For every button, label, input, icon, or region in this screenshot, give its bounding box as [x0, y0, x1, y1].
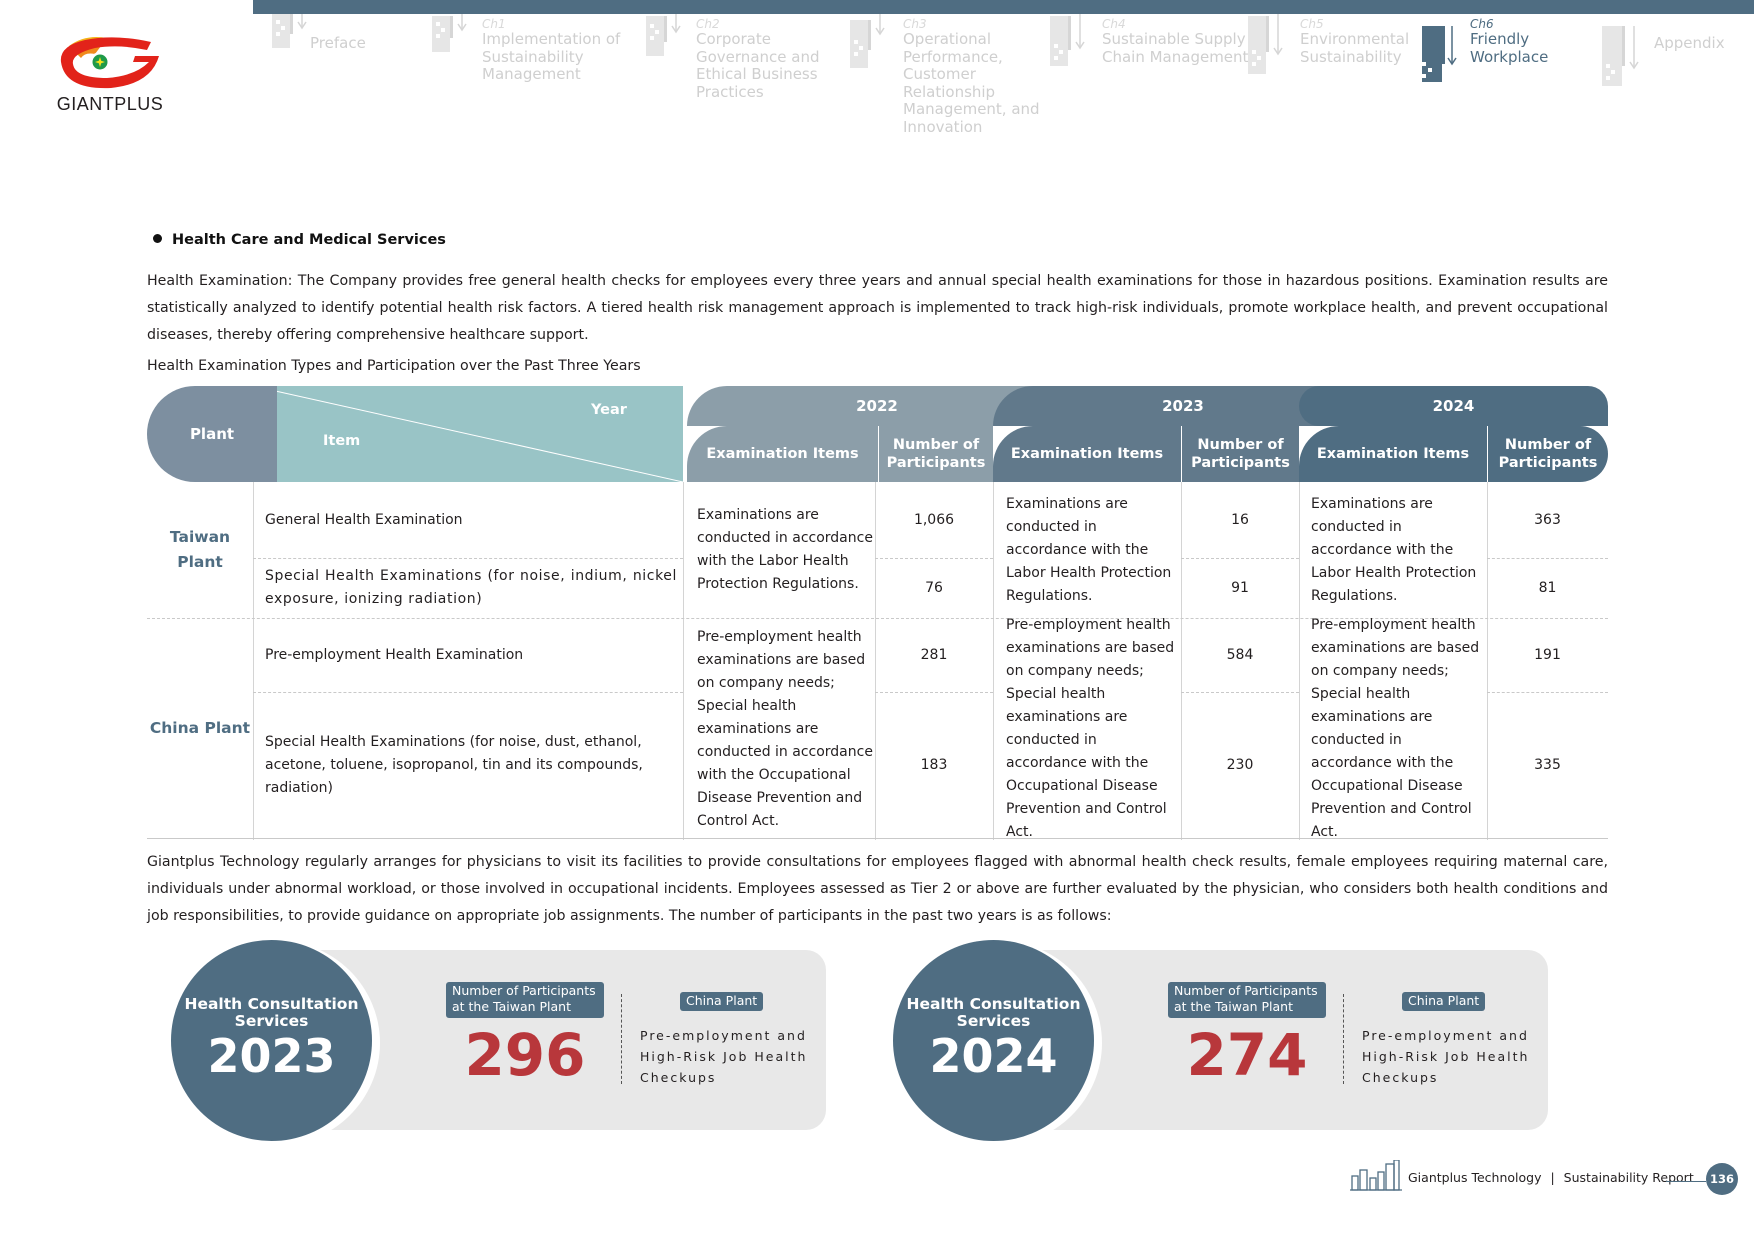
page-number: 136	[1706, 1163, 1738, 1195]
row-item: Special Health Examinations (for noise, dust, ethanol, acetone, toluene, isopropanol, tin and its compounds, radiation)	[265, 733, 643, 796]
participants-number: 296	[464, 1021, 586, 1089]
header-plant: Plant	[147, 386, 277, 482]
plant-china: China Plant	[149, 718, 251, 737]
row-item: Pre-employment Health Examination	[265, 646, 524, 663]
header-exam-items-2024: Examination Items	[1299, 426, 1487, 482]
card-title: Health Consultation Services	[906, 995, 1081, 1030]
header-participants-2023: Number of Participants	[1181, 426, 1299, 482]
giantplus-logo[interactable]	[55, 32, 165, 122]
exam-desc-taiwan-2024: Examinations are conducted in accordance with the Labor Health Protection Regulations.	[1311, 495, 1477, 604]
footer-report: Sustainability Report	[1563, 1170, 1694, 1185]
row-item: General Health Examination	[265, 511, 463, 528]
nav-label: Appendix	[1654, 34, 1725, 52]
nav-preface[interactable]	[270, 14, 410, 144]
building-icon	[644, 14, 684, 74]
exam-desc-china-2022: Pre-employment health examinations are based on company needs; Special health examinations are conducted in accordance with the Occupational Disease Prevention and Control Act.	[697, 628, 873, 829]
nav-label: Environmental Sustainability	[1300, 30, 1410, 66]
building-icon	[1600, 14, 1640, 98]
card-title: Health Consultation Services	[184, 995, 359, 1030]
value-cell: 16	[1231, 511, 1249, 528]
plant-taiwan: Taiwan Plant	[169, 528, 231, 571]
building-icon	[270, 14, 310, 74]
nav-label: Friendly Workplace	[1470, 30, 1549, 66]
header-diagonal-line	[253, 386, 683, 482]
nav-ch2[interactable]: Ch2 Corporate Governance and Ethical Business Practices	[644, 14, 834, 144]
logo-mark-icon	[55, 32, 165, 92]
header-year-2024: 2024	[1299, 386, 1608, 426]
nav-label: Operational Performance, Customer Relationship Management, and Innovation	[903, 30, 1040, 136]
header-year-label: Year	[591, 402, 627, 418]
exam-desc-china-2023: Pre-employment health examinations are based on company needs; Special health examinations are conducted in accordance with the Occupational Disease Prevention and Control Act.	[1006, 617, 1175, 840]
building-icon	[848, 14, 888, 74]
nav-ch1[interactable]: Ch1 Implementation of Sustainability Management	[430, 14, 620, 144]
header-exam-items-2023: Examination Items	[993, 426, 1181, 482]
header-year-2023: 2023	[993, 386, 1373, 426]
badge-china: China Plant	[1402, 992, 1485, 1011]
physician-paragraph: Giantplus Technology regularly arranges for physicians to visit its facilities to provide consultations for employees flagged with abnormal health check results, female employees requiring maternal care, individuals under abnormal workload, or those involved in occupational incidents. Employees assessed as Tier 2 or above are further evaluated by the physician, who considers both health conditions and job responsibilities, to provide guidance on appropriate job assignments. The number of participants in the past two years is as follows:	[147, 854, 1608, 924]
badge-taiwan: Number of Participants at the Taiwan Plant	[1168, 982, 1326, 1018]
value-cell: 1,066	[913, 511, 955, 528]
header-participants-2022: Number of Participants	[878, 426, 993, 482]
city-skyline-icon	[1350, 1160, 1402, 1192]
health-exam-table	[147, 386, 1608, 840]
footer-company: Giantplus Technology	[1408, 1170, 1542, 1185]
value-cell: 81	[1538, 579, 1557, 596]
value-cell: 230	[1226, 756, 1254, 773]
card-description: Pre-employment and High-Risk Job Health Checkups	[1362, 1028, 1530, 1085]
nav-label: Implementation of Sustainability Management	[482, 30, 621, 83]
nav-label: Preface	[310, 34, 366, 52]
page-footer	[1350, 1158, 1740, 1194]
footer-separator: |	[1550, 1170, 1555, 1185]
card-year: 2024	[929, 1029, 1058, 1083]
nav-appendix[interactable]	[1600, 14, 1754, 144]
consultation-card-2023	[148, 940, 826, 1130]
nav-label: Corporate Governance and Ethical Business Practices	[696, 30, 820, 101]
consultation-card-2024	[870, 940, 1548, 1130]
row-item: Special Health Examinations (for noise, indium, nickel exposure, ionizing radiation)	[265, 568, 677, 607]
building-icon	[1048, 14, 1088, 74]
badge-taiwan: Number of Participants at the Taiwan Plant	[446, 982, 604, 1018]
exam-desc-taiwan-2022: Examinations are conducted in accordance with the Labor Health Protection Regulations.	[697, 507, 873, 592]
header-year-item-cell	[253, 386, 683, 482]
value-cell: 335	[1534, 756, 1561, 773]
building-icon	[1418, 14, 1458, 98]
nav-label: Sustainable Supply Chain Management	[1102, 30, 1249, 66]
building-icon	[430, 14, 470, 74]
header-participants-2024: Number of Participants	[1487, 426, 1608, 482]
building-icon	[1246, 14, 1286, 74]
badge-china: China Plant	[680, 992, 763, 1011]
top-nav-bar	[253, 0, 1754, 14]
value-cell: 363	[1534, 511, 1561, 528]
nav-ch4[interactable]: Ch4 Sustainable Supply Chain Management	[1048, 14, 1248, 144]
value-cell: 191	[1534, 646, 1561, 663]
table-caption: Health Examination Types and Participation over the Past Three Years	[147, 358, 641, 374]
nav-ch3[interactable]: Ch3 Operational Performance, Customer Relationship Management, and Innovation	[848, 14, 1048, 144]
intro-paragraph: Health Examination: The Company provides free general health checks for employees every three years and annual special health examinations for those in hazardous positions. Examination results are statistically analyzed to identify potential health risk factors. A tiered health risk management approach is implemented to track high-risk individuals, promote workplace health, and prevent occupational diseases, thereby offering comprehensive healthcare support.	[147, 273, 1608, 343]
header-item-label: Item	[323, 433, 361, 449]
card-year-circle	[893, 940, 1094, 1141]
logo-wordmark: GIANTPLUS	[56, 94, 164, 114]
nav-ch5[interactable]: Ch5 Environmental Sustainability	[1246, 14, 1426, 144]
card-description: Pre-employment and High-Risk Job Health Checkups	[640, 1028, 808, 1085]
value-cell: 183	[920, 756, 948, 773]
value-cell: 584	[1226, 646, 1254, 663]
value-cell: 76	[925, 579, 943, 596]
section-heading: Health Care and Medical Services	[153, 232, 446, 248]
exam-desc-china-2024: Pre-employment health examinations are based on company needs; Special health examinations are conducted in accordance with the Occupational Disease Prevention and Control Act.	[1311, 617, 1480, 840]
nav-ch6-active[interactable]: Ch6 Friendly Workplace	[1418, 14, 1588, 144]
exam-desc-taiwan-2023: Examinations are conducted in accordance with the Labor Health Protection Regulations.	[1006, 495, 1172, 604]
value-cell: 91	[1231, 579, 1249, 596]
header-exam-items-2022: Examination Items	[687, 426, 878, 482]
card-year: 2023	[207, 1029, 336, 1083]
participants-number: 274	[1186, 1021, 1308, 1089]
card-year-circle	[171, 940, 372, 1141]
value-cell: 281	[920, 646, 948, 663]
header-year-2022: 2022	[687, 386, 1067, 426]
